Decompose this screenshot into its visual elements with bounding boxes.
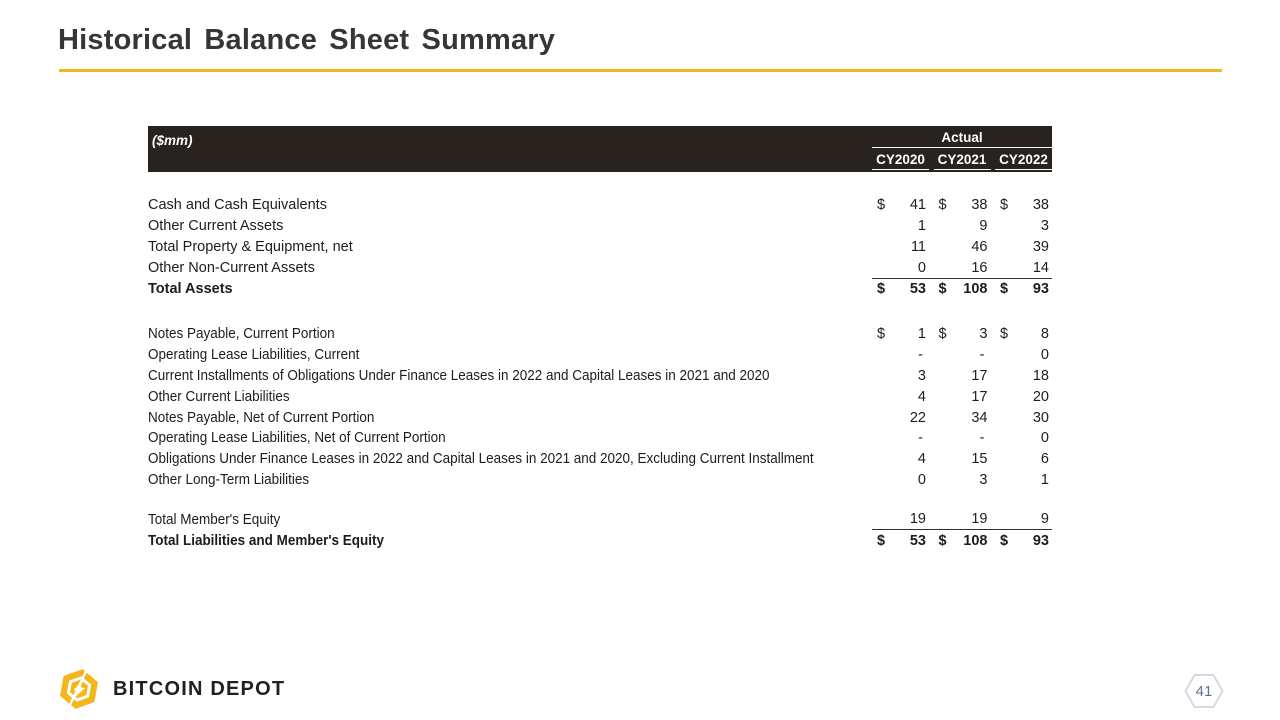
value-cell — [995, 410, 1052, 426]
table-header — [148, 126, 1052, 172]
value-cell — [934, 410, 991, 426]
table-section-assets — [148, 195, 1052, 299]
row-label: Other Current Assets — [148, 218, 284, 235]
row-values — [872, 195, 1052, 216]
value-cell — [872, 389, 929, 405]
cell-value: 3 — [979, 326, 988, 343]
row-label: Notes Payable, Net of Current Portion — [148, 409, 375, 426]
cell-value: 22 — [909, 409, 926, 426]
hexagon-lightning-bolt-icon — [56, 666, 102, 712]
cell-value: 39 — [1032, 238, 1049, 255]
row-values — [872, 428, 1052, 449]
value-cell — [934, 533, 991, 549]
cell-value: 1 — [917, 326, 926, 343]
table-row — [148, 509, 1052, 530]
cell-value: 1 — [1040, 471, 1049, 488]
cell-value: 20 — [1032, 388, 1049, 405]
value-cell — [995, 197, 1052, 213]
cell-value: 17 — [971, 367, 988, 384]
cell-value: 16 — [971, 259, 988, 276]
balance-sheet-table — [148, 126, 1052, 551]
row-label: Total Property & Equipment, net — [148, 238, 353, 255]
column-header: CY2020 — [872, 150, 929, 170]
value-cell — [995, 281, 1052, 297]
value-cell — [995, 368, 1052, 384]
value-cell — [934, 368, 991, 384]
cell-value: 4 — [917, 388, 926, 405]
value-cell — [872, 472, 929, 488]
value-cell — [995, 430, 1052, 446]
table-row — [148, 530, 1052, 551]
cell-value: 108 — [963, 281, 988, 298]
row-values — [872, 407, 1052, 428]
table-row — [148, 449, 1052, 470]
value-cell — [934, 430, 991, 446]
cell-value: 17 — [971, 388, 988, 405]
value-cell — [872, 533, 929, 549]
cell-value: 30 — [1032, 409, 1049, 426]
column-header: CY2022 — [995, 150, 1052, 170]
cell-value: 19 — [971, 511, 988, 528]
table-row — [148, 257, 1052, 278]
value-cell — [934, 511, 991, 527]
value-cell — [872, 430, 929, 446]
row-label: Other Non-Current Assets — [148, 259, 315, 276]
cell-value: 53 — [909, 281, 926, 298]
cell-value: 15 — [971, 451, 988, 468]
row-values — [872, 345, 1052, 366]
table-row — [148, 428, 1052, 449]
table-row — [148, 216, 1052, 237]
cell-value: 8 — [1040, 326, 1049, 343]
cell-value: 53 — [909, 532, 926, 549]
value-cell — [934, 197, 991, 213]
cell-value: 6 — [1040, 451, 1049, 468]
column-group — [872, 126, 1052, 170]
row-values — [872, 470, 1052, 491]
cell-value: 19 — [909, 511, 926, 528]
value-cell — [934, 451, 991, 467]
row-values — [872, 257, 1052, 278]
value-cell — [934, 218, 991, 234]
table-body — [148, 195, 1052, 551]
cell-value: - — [918, 430, 923, 447]
currency-symbol: $ — [1000, 197, 1009, 214]
cell-value: 108 — [963, 532, 988, 549]
table-row — [148, 470, 1052, 491]
value-cell — [995, 451, 1052, 467]
cell-value: 93 — [1032, 532, 1049, 549]
value-cell — [872, 368, 929, 384]
cell-value: 38 — [971, 197, 988, 214]
value-cell — [934, 260, 991, 276]
row-label: Cash and Cash Equivalents — [148, 197, 327, 214]
cell-value: 4 — [917, 451, 926, 468]
table-row — [148, 237, 1052, 258]
currency-symbol: $ — [877, 281, 886, 298]
currency-symbol: $ — [1000, 281, 1009, 298]
currency-symbol: $ — [877, 326, 886, 343]
value-cell — [934, 326, 991, 342]
value-cell — [995, 260, 1052, 276]
cell-value: 0 — [917, 471, 926, 488]
cell-value: 0 — [1040, 347, 1049, 364]
value-cell — [995, 218, 1052, 234]
value-cell — [872, 511, 929, 527]
cell-value: 18 — [1032, 367, 1049, 384]
row-values — [872, 386, 1052, 407]
units-label: ($mm) — [152, 133, 193, 148]
cell-value: 11 — [910, 238, 926, 255]
row-values — [872, 366, 1052, 387]
value-cell — [995, 347, 1052, 363]
table-section-liabilities — [148, 324, 1052, 490]
value-cell — [995, 472, 1052, 488]
value-cell — [995, 326, 1052, 342]
table-row — [148, 345, 1052, 366]
value-cell — [995, 511, 1052, 527]
value-cell — [872, 281, 929, 297]
currency-symbol: $ — [938, 197, 947, 214]
value-cell — [995, 533, 1052, 549]
cell-value: 93 — [1032, 281, 1049, 298]
title-accent-rule — [59, 69, 1222, 72]
cell-value: 0 — [917, 259, 926, 276]
row-values — [872, 449, 1052, 470]
row-values — [872, 324, 1052, 345]
cell-value: 34 — [971, 409, 988, 426]
value-cell — [934, 472, 991, 488]
value-cell — [934, 281, 991, 297]
cell-value: 41 — [909, 197, 926, 214]
column-group-header: Actual — [872, 128, 1052, 148]
currency-symbol: $ — [938, 281, 947, 298]
cell-value: 9 — [1040, 511, 1049, 528]
row-label: Current Installments of Obligations Under Finance Leases in 2022 and Capital Leases in 2021 and 2020 — [148, 367, 770, 384]
value-cell — [995, 389, 1052, 405]
cell-value: - — [979, 430, 985, 447]
currency-symbol: $ — [938, 532, 947, 549]
table-row — [148, 278, 1052, 299]
bitcoin-depot-logo — [56, 666, 285, 712]
value-cell — [872, 260, 929, 276]
currency-symbol: $ — [1000, 326, 1009, 343]
value-cell — [934, 389, 991, 405]
value-cell — [872, 326, 929, 342]
cell-value: - — [918, 347, 923, 364]
row-label: Other Long-Term Liabilities — [148, 471, 310, 488]
logo-text: BITCOIN DEPOT — [113, 677, 286, 700]
table-row — [148, 366, 1052, 387]
row-label: Other Current Liabilities — [148, 388, 290, 405]
currency-symbol: $ — [938, 326, 947, 343]
cell-value: 3 — [1040, 218, 1049, 235]
row-values — [872, 237, 1052, 258]
table-row — [148, 386, 1052, 407]
table-row — [148, 407, 1052, 428]
cell-value: 1 — [917, 218, 926, 235]
column-header: CY2021 — [934, 150, 991, 170]
value-cell — [934, 239, 991, 255]
row-label: Operating Lease Liabilities, Current — [148, 347, 360, 364]
row-values — [872, 530, 1052, 551]
table-row — [148, 324, 1052, 345]
row-label: Total Member's Equity — [148, 511, 281, 528]
cell-value: 3 — [979, 471, 988, 488]
value-cell — [934, 347, 991, 363]
value-cell — [872, 451, 929, 467]
page-title: Historical Balance Sheet Summary — [58, 24, 556, 56]
row-values — [872, 216, 1052, 237]
row-label: Total Assets — [148, 280, 233, 297]
cell-value: 9 — [979, 218, 988, 235]
value-cell — [872, 197, 929, 213]
value-cell — [995, 239, 1052, 255]
row-label: Operating Lease Liabilities, Net of Current Portion — [148, 430, 446, 447]
currency-symbol: $ — [877, 532, 886, 549]
cell-value: - — [979, 347, 985, 364]
value-cell — [872, 347, 929, 363]
row-label: Total Liabilities and Member's Equity — [148, 532, 384, 549]
currency-symbol: $ — [1000, 532, 1009, 549]
table-row — [148, 195, 1052, 216]
value-cell — [872, 218, 929, 234]
row-label: Notes Payable, Current Portion — [148, 326, 335, 343]
row-values — [872, 278, 1052, 299]
cell-value: 0 — [1040, 430, 1049, 447]
page-number: 41 — [1195, 682, 1213, 700]
row-values — [872, 509, 1052, 530]
column-headers — [872, 150, 1052, 170]
cell-value: 14 — [1032, 259, 1049, 276]
currency-symbol: $ — [877, 197, 886, 214]
value-cell — [872, 410, 929, 426]
cell-value: 38 — [1032, 197, 1049, 214]
cell-value: 46 — [971, 238, 988, 255]
table-section-equity — [148, 509, 1052, 551]
value-cell — [872, 239, 929, 255]
page-number-badge — [1184, 673, 1224, 709]
row-label: Obligations Under Finance Leases in 2022 and Capital Leases in 2021 and 2020, Excluding Current Installment — [148, 451, 814, 468]
cell-value: 3 — [917, 367, 926, 384]
